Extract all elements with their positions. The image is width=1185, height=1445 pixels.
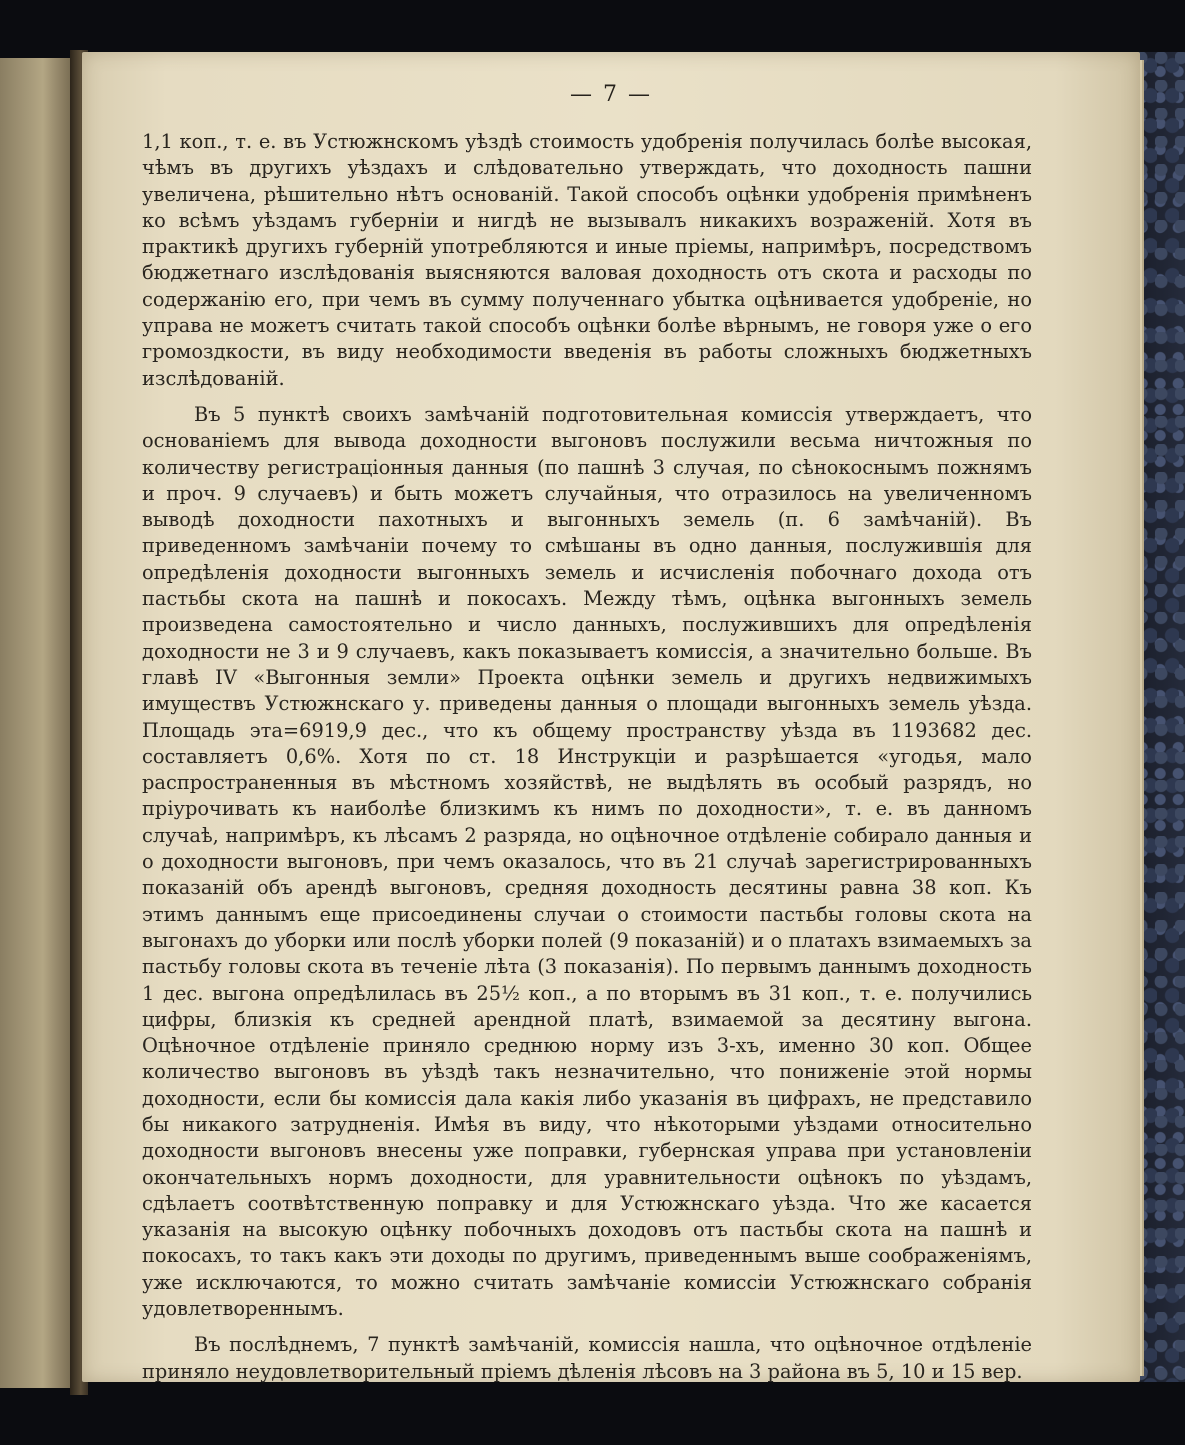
left-page-edge: [0, 58, 78, 1388]
book-page: [82, 52, 1140, 1382]
paragraph-3: Въ послѣднемъ, 7 пунктѣ замѣчаній, комиссія нашла, что оцѣночное отдѣленіе приняло неудовлетворительный пріемъ дѣленія лѣсовъ на 3 района въ 5, 10 и 15 вер.: [142, 1333, 1032, 1383]
paragraph-2: Въ 5 пунктѣ своихъ замѣчаній подготовительная комиссія утверждаетъ, что основаніемъ для вывода доходности выгоновъ послужили весьма ничтожныя по количеству регистраціонныя данныя (по пашнѣ 3 случая, по сѣнокоснымъ пожнямъ и проч. 9 случаевъ) и быть можетъ случайныя, что отразилось на увеличенномъ выводѣ доходности пахотныхъ и выгонныхъ земель (п. 6 замѣчаній). Въ приведенномъ замѣчаніи почему то смѣшаны въ одно данныя, послужившія для опредѣленія доходности выгонныхъ земель и исчисленія побочнаго дохода отъ пастьбы скота на пашнѣ и покосахъ. Между тѣмъ, оцѣнка выгонныхъ земель произведена самостоятельно и число данныхъ, послужившихъ для опредѣленія доходности не 3 и 9 случаевъ, какъ показываетъ комиссія, а значительно больше. Въ главѣ IV «Выгонныя земли» Проекта оцѣнки земель и другихъ недвижимыхъ имуществъ Устюжнскаго у. приведены данныя о площади выгонныхъ земель уѣзда. Площадь эта=6919,9 дес., что къ общему пространству уѣзда въ 1193682 дес. составляетъ 0,6%. Хотя по ст. 18 Инструкціи и разрѣшается «угодья, мало распространенныя въ мѣстномъ хозяйствѣ, не выдѣлять въ особый разрядъ, но пріурочивать къ наиболѣе близкимъ къ нимъ по доходности», т. е. въ данномъ случаѣ, напримѣръ, къ лѣсамъ 2 разряда, но оцѣночное отдѣленіе собирало данныя и о доходности выгоновъ, при чемъ оказалось, что въ 21 случаѣ зарегистрированныхъ показаній объ арендѣ выгоновъ, средняя доходность десятины равна 38 коп. Къ этимъ даннымъ еще присоединены случаи о стоимости пастьбы головы скота на выгонахъ до уборки или послѣ уборки полей (9 показаній) и о платахъ взимаемыхъ за пастьбу головы скота въ теченіе лѣта (3 показанія). По первымъ даннымъ доходность 1 дес. выгона опредѣлилась въ 25½ коп., а по вторымъ въ 31 коп., т. е. получились цифры, близкія къ средней арендной платѣ, взимаемой за десятину выгона. Оцѣночное отдѣленіе приняло среднюю норму изъ 3-хъ, именно 30 коп. Общее количество выгоновъ въ уѣздѣ такъ незначительно, что пониженіе этой нормы доходности, если бы комиссія дала какія либо указанія въ цифрахъ, не представило бы никакого затрудненія. Имѣя въ виду, что нѣкоторыми уѣздами относительно доходности выгоновъ внесены уже поправки, губернская управа при установленіи окончательныхъ нормъ доходности, для уравнительности оцѣнокъ по уѣздамъ, сдѣлаетъ соотвѣтственную поправку и для Устюжнскаго уѣзда. Что же касается указанія на высокую оцѣнку побочныхъ доходовъ отъ пастьбы скота на пашнѣ и покосахъ, то такъ какъ эти доходы по другимъ, приведеннымъ выше соображеніямъ, уже исключаются, то можно считать замѣчаніе комиссіи Устюжнскаго собранія удовлетвореннымъ.: [142, 402, 1032, 1321]
paragraph-1: 1,1 коп., т. е. въ Устюжнскомъ уѣздѣ стоимость удобренія получилась болѣе высокая, чѣмъ въ другихъ уѣздахъ и слѣдовательно утверждать, что доходность пашни увеличена, рѣшительно нѣтъ основаній. Такой способъ оцѣнки удобренія примѣненъ ко всѣмъ уѣздамъ губерніи и нигдѣ не вызывалъ никакихъ возраженій. Хотя въ практикѣ другихъ губерній употребляются и иные пріемы, напримѣръ, посредствомъ бюджетнаго изслѣдованія выясняются валовая доходность отъ скота и расходы по содержанію его, при чемъ въ сумму полученнаго убытка оцѣнивается удобреніе, но управа не можетъ считать такой способъ оцѣнки болѣе вѣрнымъ, не говоря уже о его громоздкости, въ виду необходимости введенія въ работы сложныхъ бюджетныхъ изслѣдованій.: [142, 130, 1032, 390]
page-number: — 7 —: [570, 82, 652, 107]
page-text: [142, 129, 1032, 1385]
